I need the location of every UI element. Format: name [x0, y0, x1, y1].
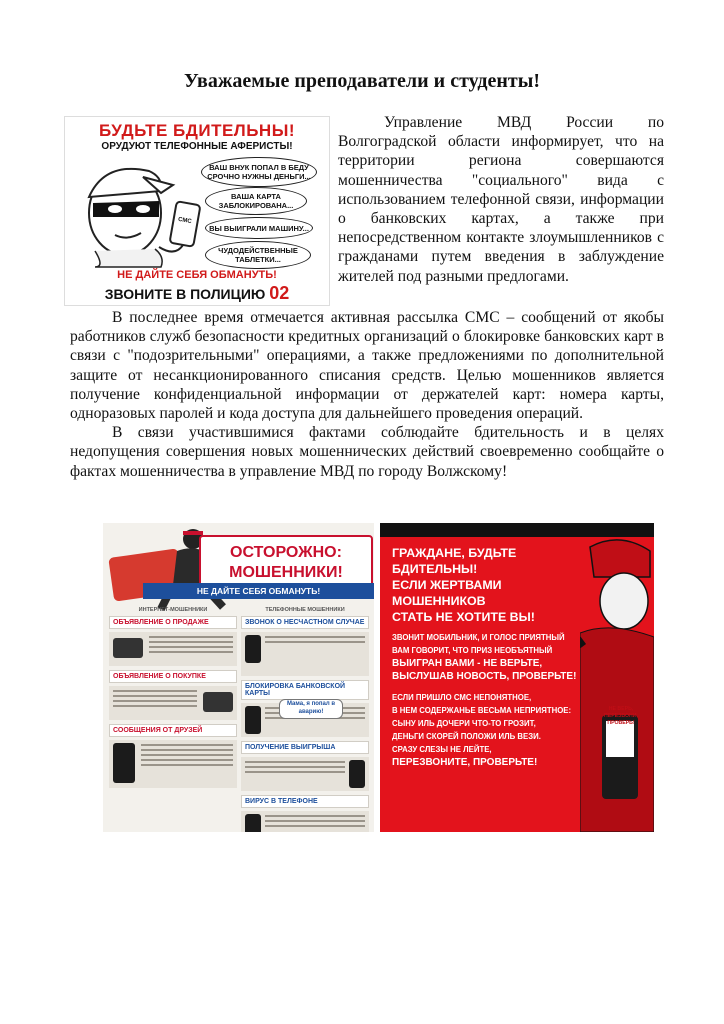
poem-line: ПЕРЕЗВОНИТЕ, ПРОВЕРЬТЕ! — [392, 757, 538, 768]
phone-block — [109, 740, 237, 788]
poem-line: ВАМ ГОВОРИТ, ЧТО ПРИЗ НЕОБЪЯТНЫЙ — [392, 646, 553, 655]
column-heading: ИНТЕРНЕТ-МОШЕННИКИ — [138, 607, 208, 613]
section-card-blocked: БЛОКИРОВКА БАНКОВСКОЙ КАРТЫ — [241, 680, 369, 700]
poster-heading: БУДЬТЕ БДИТЕЛЬНЫ! — [98, 121, 296, 140]
dont-be-fooled-bar: НЕ ДАЙТЕ СЕБЯ ОБМАНУТЬ! — [143, 583, 374, 599]
paragraph-sms: В последнее время отмечается активная рассылка СМС – сообщений от якобы работников служб безопасности кредитных организаций о блокировке банковских карт в связи с "подозрительными" операциями, а также предложениями по дополнительной защите от несанкционированного списания средств. Целью мошенников является получение конфиденциальной информации от держателей карт: номера карты, одноразовых паролей и кода доступа для дальнейшего проведения операций. — [70, 309, 664, 423]
bubble-grandson: ВАШ ВНУК ПОПАЛ В БЕДУ СРОЧНО НУЖНЫ ДЕНЬГИ... — [201, 157, 317, 187]
paragraph-vigilance: В связи участившимися фактами соблюдайте бдительность и в целях недопущения совершения новых мошеннических действий своевременно сообщайте о фактах мошенничества в управление МВД по городу Волжскому! — [70, 424, 664, 480]
heading-line: ГРАЖДАНЕ, БУДЬТЕ БДИТЕЛЬНЫ! — [392, 546, 517, 576]
bubble-card-blocked: ВАША КАРТА ЗАБЛОКИРОВАНА... — [205, 187, 307, 215]
mom-accident-bubble: Мама, я попал в аварию! — [279, 699, 343, 719]
poem-line: СЫНУ ИЛЬ ДОЧЕРИ ЧТО-ТО ГРОЗИТ, — [392, 719, 536, 728]
poem-line: СРАЗУ СЛЕЗЫ НЕ ЛЕЙТЕ, — [392, 745, 492, 754]
poem-line: ВЫСЛУШАВ НОВОСТЬ, ПРОВЕРЬТЕ! — [392, 671, 577, 682]
phone-block — [241, 757, 369, 791]
title-line-1: ОСТОРОЖНО: — [230, 544, 342, 561]
section-sale-ad: ОБЪЯВЛЕНИЕ О ПРОДАЖЕ — [109, 616, 237, 629]
page-title: Уважаемые преподаватели и студенты! — [184, 70, 540, 92]
card-label: СМС — [177, 216, 193, 226]
bubble-won-car: ВЫ ВЫИГРАЛИ МАШИНУ... — [205, 217, 313, 239]
poster-careful-fraudsters — [103, 523, 374, 832]
top-strip — [380, 523, 654, 537]
section-prize: ПОЛУЧЕНИЕ ВЫИГРЫША — [241, 741, 369, 754]
call-police-text: ЗВОНИТЕ В ПОЛИЦИЮ — [104, 286, 266, 302]
title-line-2: МОШЕННИКИ! — [229, 564, 343, 581]
bubble-miracle-pills: ЧУДОДЕЙСТВЕННЫЕ ТАБЛЕТКИ... — [205, 241, 311, 269]
heading-line: СТАТЬ НЕ ХОТИТЕ ВЫ! — [392, 610, 535, 624]
poster-title — [201, 543, 371, 583]
section-accident-call: ЗВОНОК О НЕСЧАСТНОМ СЛУЧАЕ — [241, 616, 369, 629]
poster-subheading: ОРУДУЮТ ТЕЛЕФОННЫЕ АФЕРИСТЫ! — [101, 141, 293, 152]
poem-line: В НЕМ СОДЕРЖАНЬЕ ВЕСЬМА НЕПРИЯТНОЕ: — [392, 706, 572, 715]
phone-block — [241, 632, 369, 676]
laptop-block — [109, 632, 237, 666]
section-phone-virus: ВИРУС В ТЕЛЕФОНЕ — [241, 795, 369, 808]
phone-fraud-column — [241, 607, 369, 832]
heading-line: ЕСЛИ ЖЕРТВАМИ МОШЕННИКОВ — [392, 578, 502, 608]
poster-call-police — [65, 283, 329, 304]
column-heading: ТЕЛЕФОННЫЕ МОШЕННИКИ — [265, 607, 345, 613]
poem-line: ЕСЛИ ПРИШЛО СМС НЕПОНЯТНОЕ, — [392, 693, 532, 702]
laptop-block — [109, 686, 237, 720]
internet-fraud-column — [109, 607, 237, 792]
poster-be-vigilant — [64, 116, 330, 306]
phone-block — [241, 811, 369, 832]
poster-citizens-vigilant — [380, 523, 654, 832]
poster-heading — [392, 545, 592, 625]
intro-paragraph: Управление МВД России по Волгоградской области информирует, что на территории региона совершаются мошенничества "социального" вида с использованием телефонной связи, информации о банковских картах, а также при непосредственном контакте злоумышленников с гражданами путем введения в заблуждение жителей под разными предлогами. — [338, 114, 664, 285]
body-text — [70, 308, 664, 481]
poster-warning: НЕ ДАЙТЕ СЕБЯ ОБМАНУТЬ! — [117, 269, 277, 281]
poem-line: ЗВОНИТ МОБИЛЬНИК, И ГОЛОС ПРИЯТНЫЙ — [392, 633, 565, 642]
section-friend-messages: СООБЩЕНИЯ ОТ ДРУЗЕЙ — [109, 724, 237, 737]
section-purchase-ad: ОБЪЯВЛЕНИЕ О ПОКУПКЕ — [109, 670, 237, 683]
poem-line: ВЫИГРАН ВАМИ - НЕ ВЕРЬТЕ, — [392, 658, 543, 669]
police-number: 02 — [269, 283, 290, 303]
phone-screen-text: НЕ ВЕРЬ, ПЕРЕЗВОНИ, ПРОВЕРЬ! — [604, 706, 638, 726]
poem-line: ДЕНЬГИ СКОРЕЙ ПОЛОЖИ ИЛЬ ВЕЗИ. — [392, 732, 541, 741]
soviet-figure-illustration — [580, 537, 654, 832]
poem-text — [392, 631, 577, 769]
